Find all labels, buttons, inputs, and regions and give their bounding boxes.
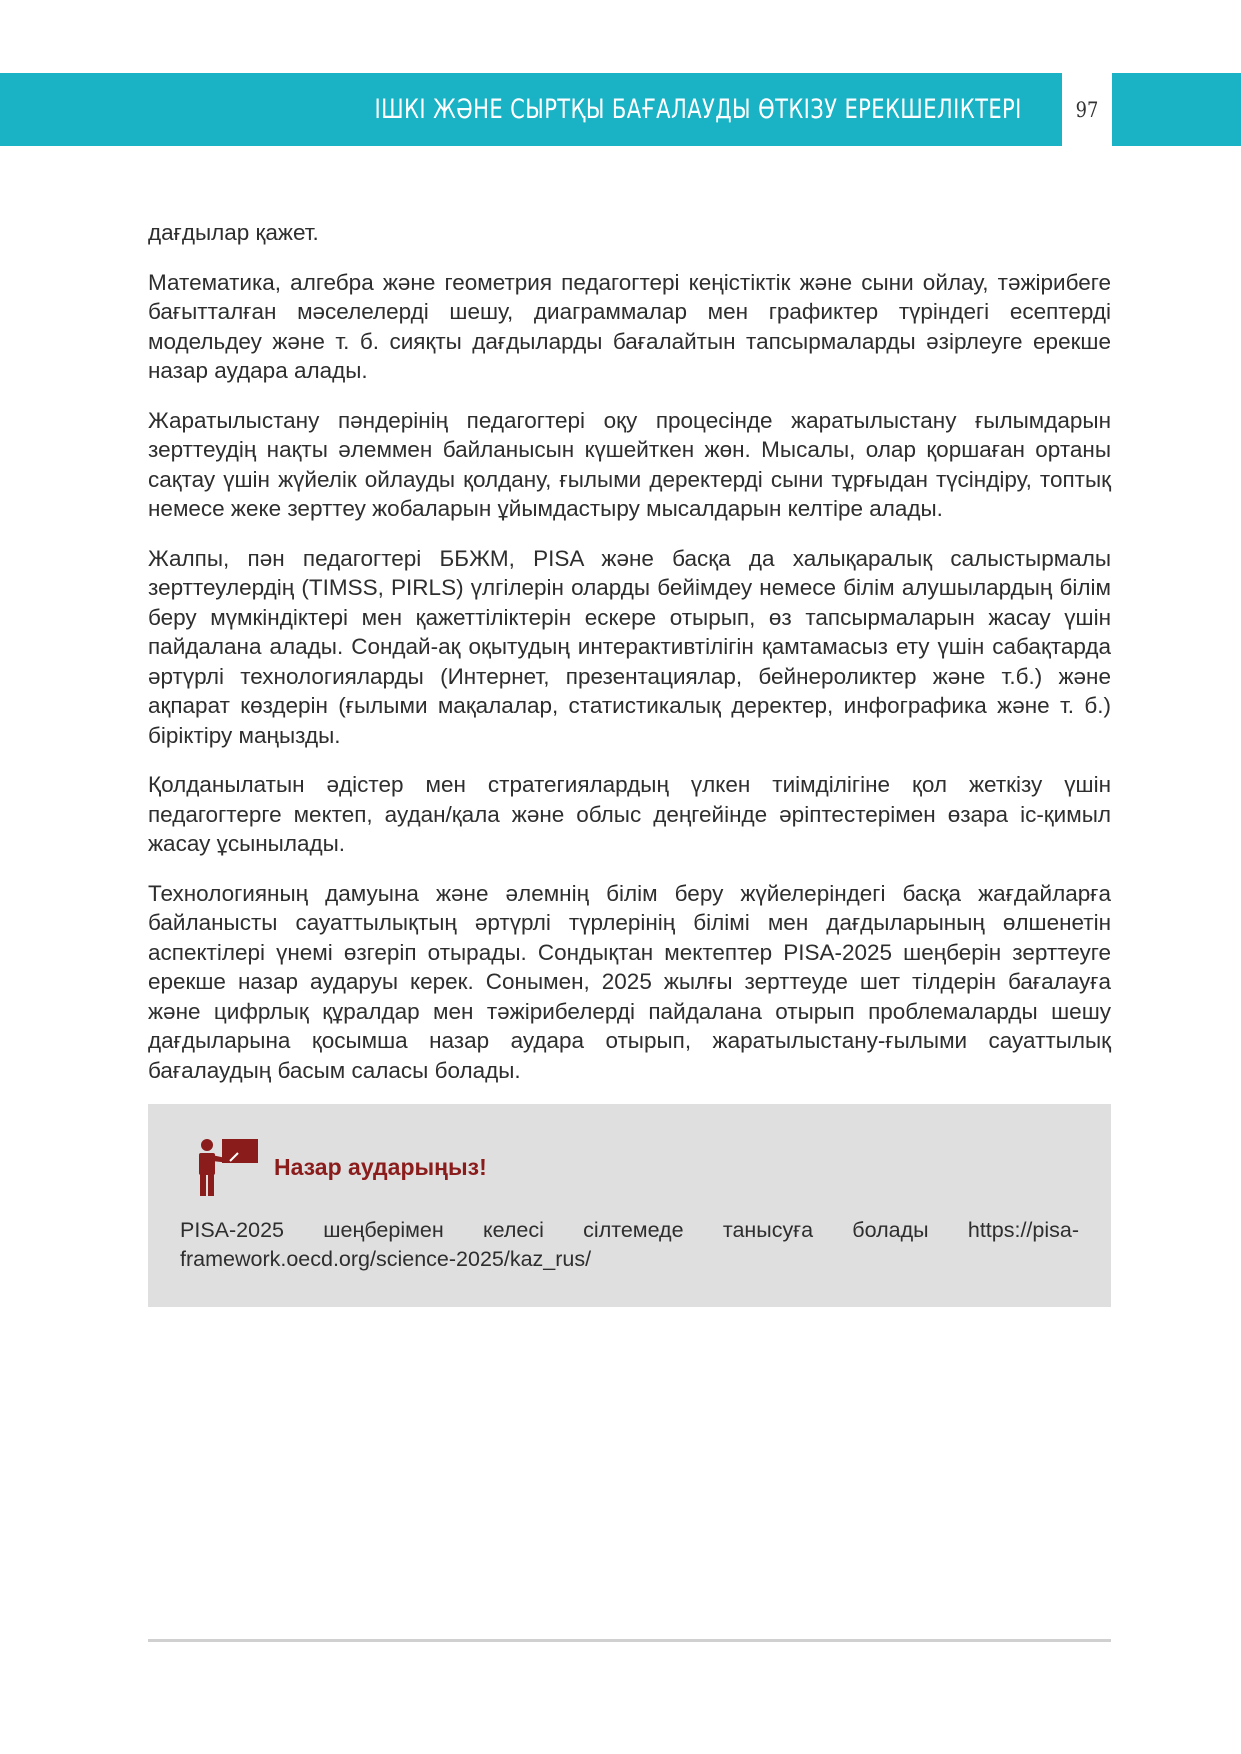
paragraph: Қолданылатын әдістер мен стратегиялардың үлкен тиімділігіне қол жеткізу үшін педагогтерге мектеп, аудан/қала және облыс деңгейінде әріптестерімен өзара іс-қимыл жасау ұсынылады. (148, 772, 1111, 856)
paragraph: Математика, алгебра және геометрия педагогтері кеңістіктік және сыни ойлау, тәжірибеге бағытталған мәселелерді шешу, диаграммалар мен графиктер түріндегі есептерді модельдеу және т. б. сияқты дағдыларды бағалайтын тапсырмаларды әзірлеуге ерекше назар аудара алады. (148, 269, 1111, 383)
paragraph: Жалпы, пән педагогтері ББЖМ, PISA және басқа да халықаралық салыстырмалы зерттеулердің (TIMSS, PIRLS) үлгілерін оларды бейімдеу немесе білім алушылардың білім беру мүмкіндіктері мен қажеттіліктерін ескере отырып, өз тапсырмаларын жасау үшін пайдалана алады. Сондай-ақ оқытудың интерактивтілігін қамтамасыз ету үшін сабақтарда әртүрлі технологияларды (Интернет, презентациялар, бейнероликтер және т.б.) және ақпарат көздерін (ғылыми мақалалар, статистикалық деректер, инфографика және т. б.) біріктіру маңызды. (148, 545, 1111, 748)
teacher-at-board-icon (194, 1137, 260, 1197)
paragraph: дағдылар қажет. (148, 220, 319, 245)
footer-divider (148, 1639, 1111, 1642)
attention-box (148, 1104, 1111, 1307)
main-content (148, 218, 1111, 1105)
page-number: 97 (1075, 97, 1099, 122)
header-tab (1112, 73, 1241, 146)
attention-text: PISA-2025 шеңберімен келесі сілтемеде танысуға болады https://pisa-framework.oecd.org/science-2025/kaz_rus/ (180, 1218, 1079, 1271)
header-title: ІШКІ ЖӘНЕ СЫРТҚЫ БАҒАЛАУДЫ ӨТКІЗУ ЕРЕКШЕЛІКТЕРІ (374, 94, 1022, 125)
header-bar (0, 73, 1062, 146)
paragraph: Жаратылыстану пәндерінің педагогтері оқу процесінде жаратылыстану ғылымдарын зерттеудің нақты әлеммен байланысын күшейткен жөн. Мысалы, олар қоршаған ортаны сақтау үшін жүйелік ойлауды қолдану, ғылыми деректерді сыни тұрғыдан түсіндіру, топтық немесе жеке зерттеу жобаларын ұйымдастыру мысалдарын келтіре алады. (148, 407, 1111, 521)
paragraph: Технологияның дамуына және әлемнің білім беру жүйелеріндегі басқа жағдайларға байланысты сауаттылықтың әртүрлі түрлерінің білімі мен дағдыларының өлшенетін аспектілері үнемі өзгеріп отырады. Сондықтан мектептер PISA-2025 шеңберін зерттеуге ерекше назар аударуы керек. Сонымен, 2025 жылғы зерттеуде шет тілдерін бағалауға және цифрлық құралдар мен тәжірибелерді пайдалана отырып проблемаларды шешу дағдыларына қосымша назар аудара отырып, жаратылыстану-ғылыми сауаттылық бағалаудың басым саласы болады. (148, 880, 1111, 1083)
attention-title: Назар аударыңыз! (274, 1154, 487, 1180)
